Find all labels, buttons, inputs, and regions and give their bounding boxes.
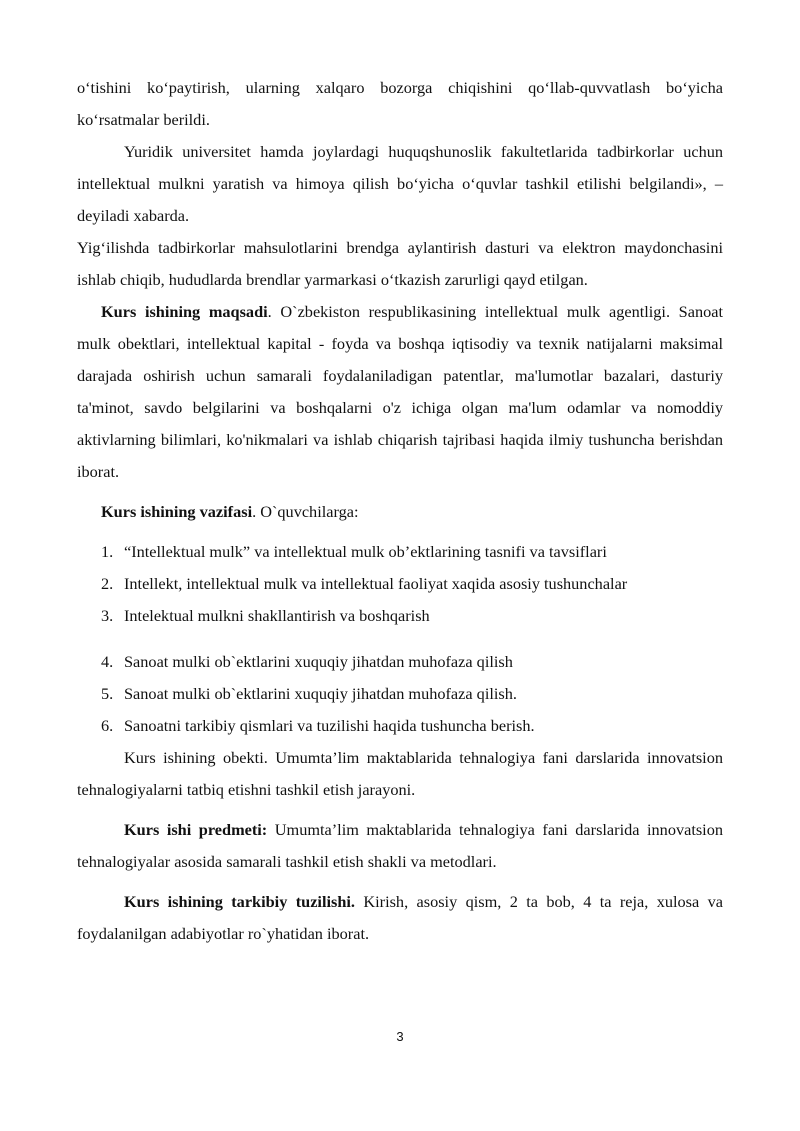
- list-item: [77, 646, 723, 678]
- course-goal-heading: Kurs ishining maqsadi: [101, 302, 268, 321]
- paragraph-meeting: Yig‘ilishda tadbirkorlar mahsulotlarini brendga aylantirish dasturi va elektron maydonchasini ishlab chiqib, hududlarda brendlar yarmarkasi o‘tkazish zarurligi qayd etilgan.: [77, 238, 723, 289]
- task-list-part-1: [77, 536, 723, 632]
- list-item-text: Intelektual mulkni shakllantirish va boshqarish: [124, 606, 430, 625]
- list-item: [77, 568, 723, 600]
- course-structure-text: Kirish, asosiy qism, 2 ta bob, 4 ta reja, xulosa va foydalanilgan adabiyotlar ro`yhatidan iborat.: [77, 892, 723, 943]
- paragraph-course-object: Kurs ishining obekti. Umumta’lim maktablarida tehnalogiya fani darslarida innovatsion tehnalogiyalarni tatbiq etishni tashkil etish jarayoni.: [77, 748, 723, 799]
- list-item: [77, 678, 723, 710]
- course-subject-heading: Kurs ishi predmeti:: [124, 820, 268, 839]
- paragraph-course-tasks: [77, 496, 723, 528]
- list-item-number: 1.: [101, 542, 114, 561]
- paragraph-course-goal: [77, 296, 723, 488]
- list-item-number: 2.: [101, 574, 114, 593]
- paragraph-course-subject: [77, 814, 723, 878]
- list-item-text: Intellekt, intellektual mulk va intellektual faoliyat xaqida asosiy tushunchalar: [124, 574, 628, 593]
- list-item-text: Sanoatni tarkibiy qismlari va tuzilishi haqida tushuncha berish.: [124, 716, 535, 735]
- course-tasks-text: . O`quvchilarga:: [252, 502, 359, 521]
- course-goal-text: . O`zbekiston respublikasining intellektual mulk agentligi. Sanoat mulk obektlari, intellektual kapital - foyda va boshqa iqtisodiy va texnik natijalarni maksimal darajada oshirish uchun samarali foydalaniladigan patentlar, ma'lumotlar bazalari, dasturiy ta'minot, savdo belgilarini va boshqalarni o'z ichiga olgan ma'lum odamlar va nomoddiy aktivlarning bilimlari, ko'nikmalari va ishlab chiqarish tajribasi haqida ilmiy tushuncha berishdan iborat.: [77, 302, 723, 481]
- list-item: [77, 710, 723, 742]
- list-item: [77, 600, 723, 632]
- paragraph-course-structure: [77, 886, 723, 950]
- list-item-text: Sanoat mulki ob`ektlarini xuquqiy jihatdan muhofaza qilish: [124, 652, 513, 671]
- list-item-text: “Intellektual mulk” va intellektual mulk ob’ektlarining tasnifi va tavsiflari: [124, 542, 607, 561]
- list-item-number: 4.: [101, 652, 114, 671]
- list-item-number: 5.: [101, 684, 114, 703]
- course-structure-heading: Kurs ishining tarkibiy tuzilishi.: [124, 892, 355, 911]
- paragraph-intro-continuation: o‘tishini ko‘paytirish, ularning xalqaro bozorga chiqishini qo‘llab-quvvatlash bo‘yicha ko‘rsatmalar berildi.: [77, 78, 723, 129]
- list-item-text: Sanoat mulki ob`ektlarini xuquqiy jihatdan muhofaza qilish.: [124, 684, 517, 703]
- paragraph-university-training: Yuridik universitet hamda joylardagi huquqshunoslik fakultetlarida tadbirkorlar uchun intellektual mulkni yaratish va himoya qilish bo‘yicha o‘quvlar tashkil etilishi belgilandi», – deyiladi xabarda.: [77, 142, 723, 225]
- course-tasks-heading: Kurs ishining vazifasi: [101, 502, 253, 521]
- list-item: [77, 536, 723, 568]
- course-subject-text: Umumta’lim maktablarida tehnalogiya fani darslarida innovatsion tehnalogiyalar asosida samarali tashkil etish shakli va metodlari.: [77, 820, 723, 871]
- list-item-number: 3.: [101, 606, 114, 625]
- task-list-part-2: [77, 646, 723, 742]
- document-page: [77, 72, 723, 950]
- list-item-number: 6.: [101, 716, 114, 735]
- page-number: 3: [396, 1029, 404, 1044]
